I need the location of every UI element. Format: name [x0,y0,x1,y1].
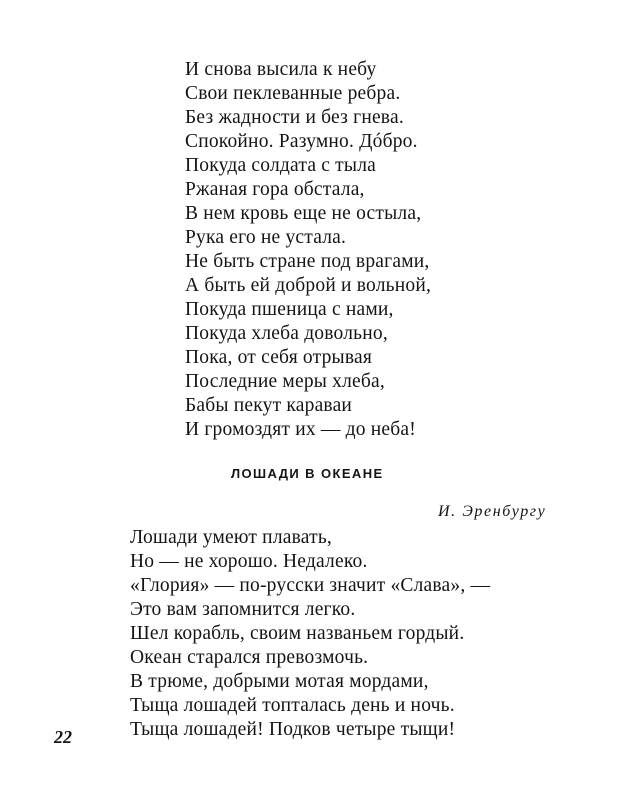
poem-line: Покуда пшеница с нами, [185,299,394,320]
poem-line: Ржаная гора обстала, [185,179,365,200]
poem-line: Тыща лошадей! Подков четыре тыщи! [130,719,456,740]
poem-line: А быть ей доброй и вольной, [185,275,432,296]
poem-line: Рука его не устала. [185,227,347,248]
poem-line: Но — не хорошо. Недалеко. [130,551,368,572]
poem-line: Лошади умеют плавать, [130,527,332,548]
poem-line: И громоздят их — до неба! [185,419,416,440]
poem-one-text [185,58,431,442]
poem-line: Бабы пекут караваи [185,395,353,416]
poem-two-title: ЛОШАДИ В ОКЕАНЕ [231,466,384,481]
poem-line: Это вам запомнится легко. [130,599,356,620]
poem-line: «Глория» — по-русски значит «Слава», — [130,575,491,596]
page-number: 22 [54,727,72,747]
poem-line: Покуда хлеба довольно, [185,323,388,344]
poem-line: В нем кровь еще не остыла, [185,203,422,224]
poem-line: Не быть стране под врагами, [185,251,430,272]
poem-two-text [130,526,490,742]
poem-line: Тыща лошадей топталась день и ночь. [130,695,455,716]
poem-line: Свои пеклеванные ребра. [185,83,401,104]
poem-line: В трюме, добрыми мотая мордами, [130,671,429,692]
poem-line: Спокойно. Разумно. Дóбро. [185,131,418,152]
poem-line: Океан старался превозмочь. [130,647,369,668]
poem-line: Покуда солдата с тыла [185,155,376,176]
poem-two-dedication: И. Эренбургу [438,503,547,520]
poem-line: Пока, от себя отрывая [185,347,373,368]
poem-line: Последние меры хлеба, [185,371,385,392]
poem-line: И снова высила к небу [185,59,377,80]
poem-line: Шел корабль, своим названьем гордый. [130,623,465,644]
poem-line: Без жадности и без гнева. [185,107,404,128]
